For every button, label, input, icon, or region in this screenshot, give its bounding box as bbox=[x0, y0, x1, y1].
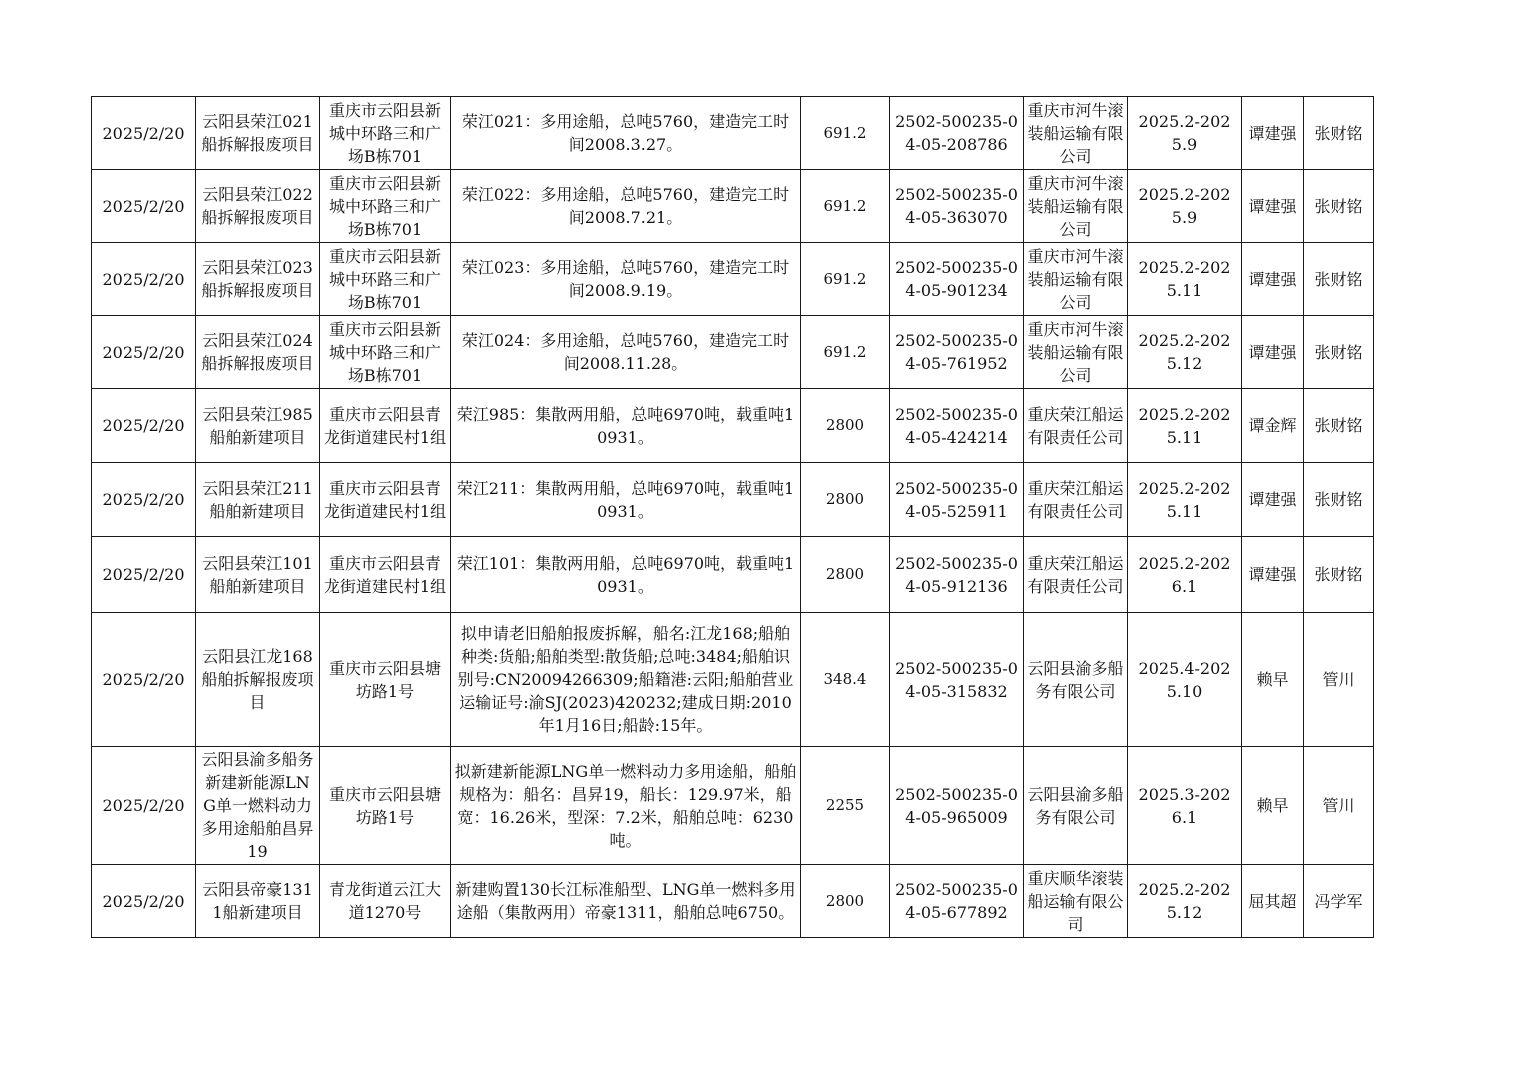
project-code-cell: 2502-500235-04-05-424214 bbox=[890, 389, 1024, 463]
person2-cell: 冯学军 bbox=[1304, 865, 1374, 938]
project-code-cell: 2502-500235-04-05-901234 bbox=[890, 243, 1024, 316]
person1-cell: 谭金辉 bbox=[1242, 389, 1304, 463]
description-cell: 荣江022：多用途船，总吨5760，建造完工时间2008.7.21。 bbox=[451, 170, 801, 243]
person1-cell: 谭建强 bbox=[1242, 170, 1304, 243]
table-row bbox=[92, 316, 1374, 389]
period-cell: 2025.2-2025.12 bbox=[1128, 316, 1242, 389]
period-cell: 2025.2-2025.11 bbox=[1128, 463, 1242, 537]
date-cell: 2025/2/20 bbox=[92, 865, 196, 938]
company-cell: 重庆荣江船运有限责任公司 bbox=[1024, 463, 1128, 537]
person1-cell: 谭建强 bbox=[1242, 316, 1304, 389]
project-code-cell: 2502-500235-04-05-315832 bbox=[890, 613, 1024, 747]
project-name-cell: 云阳县渝多船务新建新能源LNG单一燃料动力多用途船舶昌昇19 bbox=[196, 747, 320, 865]
company-cell: 重庆市河牛滚装船运输有限公司 bbox=[1024, 316, 1128, 389]
project-name-cell: 云阳县荣江024船拆解报废项目 bbox=[196, 316, 320, 389]
project-name-cell: 云阳县帝豪1311船新建项目 bbox=[196, 865, 320, 938]
table-row bbox=[92, 97, 1374, 170]
table-row bbox=[92, 389, 1374, 463]
period-cell: 2025.4-2025.10 bbox=[1128, 613, 1242, 747]
period-cell: 2025.2-2025.12 bbox=[1128, 865, 1242, 938]
amount-cell: 2800 bbox=[801, 537, 890, 613]
location-cell: 重庆市云阳县青龙街道建民村1组 bbox=[320, 389, 451, 463]
description-cell: 拟新建新能源LNG单一燃料动力多用途船，船舶规格为：船名：昌昇19，船长：129.97米，船宽：16.26米，型深：7.2米，船舶总吨：6230吨。 bbox=[451, 747, 801, 865]
location-cell: 重庆市云阳县青龙街道建民村1组 bbox=[320, 463, 451, 537]
location-cell: 重庆市云阳县青龙街道建民村1组 bbox=[320, 537, 451, 613]
person2-cell: 管川 bbox=[1304, 747, 1374, 865]
table-row bbox=[92, 747, 1374, 865]
date-cell: 2025/2/20 bbox=[92, 613, 196, 747]
location-cell: 重庆市云阳县塘坊路1号 bbox=[320, 613, 451, 747]
description-cell: 荣江023：多用途船，总吨5760，建造完工时间2008.9.19。 bbox=[451, 243, 801, 316]
person1-cell: 屈其超 bbox=[1242, 865, 1304, 938]
amount-cell: 691.2 bbox=[801, 170, 890, 243]
project-code-cell: 2502-500235-04-05-525911 bbox=[890, 463, 1024, 537]
person1-cell: 谭建强 bbox=[1242, 537, 1304, 613]
project-code-cell: 2502-500235-04-05-965009 bbox=[890, 747, 1024, 865]
person2-cell: 张财铭 bbox=[1304, 463, 1374, 537]
period-cell: 2025.2-2025.9 bbox=[1128, 97, 1242, 170]
project-table bbox=[91, 96, 1374, 938]
amount-cell: 2800 bbox=[801, 389, 890, 463]
table-row bbox=[92, 243, 1374, 316]
person1-cell: 赖早 bbox=[1242, 747, 1304, 865]
project-name-cell: 云阳县荣江101船舶新建项目 bbox=[196, 537, 320, 613]
amount-cell: 2800 bbox=[801, 865, 890, 938]
person2-cell: 张财铭 bbox=[1304, 316, 1374, 389]
location-cell: 重庆市云阳县新城中环路三和广场B栋701 bbox=[320, 243, 451, 316]
company-cell: 重庆市河牛滚装船运输有限公司 bbox=[1024, 97, 1128, 170]
project-name-cell: 云阳县荣江023船拆解报废项目 bbox=[196, 243, 320, 316]
company-cell: 云阳县渝多船务有限公司 bbox=[1024, 613, 1128, 747]
project-code-cell: 2502-500235-04-05-912136 bbox=[890, 537, 1024, 613]
amount-cell: 2255 bbox=[801, 747, 890, 865]
person2-cell: 张财铭 bbox=[1304, 170, 1374, 243]
project-code-cell: 2502-500235-04-05-363070 bbox=[890, 170, 1024, 243]
location-cell: 重庆市云阳县新城中环路三和广场B栋701 bbox=[320, 316, 451, 389]
table-row bbox=[92, 170, 1374, 243]
person2-cell: 张财铭 bbox=[1304, 243, 1374, 316]
date-cell: 2025/2/20 bbox=[92, 389, 196, 463]
period-cell: 2025.2-2026.1 bbox=[1128, 537, 1242, 613]
project-code-cell: 2502-500235-04-05-208786 bbox=[890, 97, 1024, 170]
person2-cell: 张财铭 bbox=[1304, 389, 1374, 463]
period-cell: 2025.2-2025.11 bbox=[1128, 389, 1242, 463]
amount-cell: 2800 bbox=[801, 463, 890, 537]
person2-cell: 张财铭 bbox=[1304, 537, 1374, 613]
company-cell: 重庆荣江船运有限责任公司 bbox=[1024, 389, 1128, 463]
table-row bbox=[92, 463, 1374, 537]
description-cell: 荣江021：多用途船，总吨5760，建造完工时间2008.3.27。 bbox=[451, 97, 801, 170]
date-cell: 2025/2/20 bbox=[92, 537, 196, 613]
period-cell: 2025.3-2026.1 bbox=[1128, 747, 1242, 865]
period-cell: 2025.2-2025.9 bbox=[1128, 170, 1242, 243]
project-name-cell: 云阳县江龙168船舶拆解报废项目 bbox=[196, 613, 320, 747]
location-cell: 重庆市云阳县新城中环路三和广场B栋701 bbox=[320, 97, 451, 170]
description-cell: 拟申请老旧船舶报废拆解，船名:江龙168;船舶种类:货船;船舶类型:散货船;总吨:3484;船舶识别号:CN20094266309;船籍港:云阳;船舶营业运输证号:渝SJ(2023)420232;建成日期:2010年1月16日;船龄:15年。 bbox=[451, 613, 801, 747]
amount-cell: 691.2 bbox=[801, 243, 890, 316]
project-code-cell: 2502-500235-04-05-761952 bbox=[890, 316, 1024, 389]
project-name-cell: 云阳县荣江211船舶新建项目 bbox=[196, 463, 320, 537]
date-cell: 2025/2/20 bbox=[92, 463, 196, 537]
table-row bbox=[92, 537, 1374, 613]
period-cell: 2025.2-2025.11 bbox=[1128, 243, 1242, 316]
project-name-cell: 云阳县荣江022船拆解报废项目 bbox=[196, 170, 320, 243]
table-row bbox=[92, 613, 1374, 747]
location-cell: 青龙街道云江大道1270号 bbox=[320, 865, 451, 938]
person2-cell: 张财铭 bbox=[1304, 97, 1374, 170]
description-cell: 荣江211：集散两用船，总吨6970吨，载重吨10931。 bbox=[451, 463, 801, 537]
description-cell: 荣江024：多用途船，总吨5760，建造完工时间2008.11.28。 bbox=[451, 316, 801, 389]
date-cell: 2025/2/20 bbox=[92, 170, 196, 243]
description-cell: 新建购置130长江标准船型、LNG单一燃料多用途船（集散两用）帝豪1311，船舶总吨6750。 bbox=[451, 865, 801, 938]
project-code-cell: 2502-500235-04-05-677892 bbox=[890, 865, 1024, 938]
company-cell: 重庆顺华滚装船运输有限公司 bbox=[1024, 865, 1128, 938]
person1-cell: 谭建强 bbox=[1242, 97, 1304, 170]
date-cell: 2025/2/20 bbox=[92, 97, 196, 170]
location-cell: 重庆市云阳县塘坊路1号 bbox=[320, 747, 451, 865]
amount-cell: 348.4 bbox=[801, 613, 890, 747]
amount-cell: 691.2 bbox=[801, 97, 890, 170]
date-cell: 2025/2/20 bbox=[92, 316, 196, 389]
company-cell: 重庆市河牛滚装船运输有限公司 bbox=[1024, 170, 1128, 243]
date-cell: 2025/2/20 bbox=[92, 747, 196, 865]
project-name-cell: 云阳县荣江021船拆解报废项目 bbox=[196, 97, 320, 170]
person2-cell: 管川 bbox=[1304, 613, 1374, 747]
person1-cell: 谭建强 bbox=[1242, 463, 1304, 537]
description-cell: 荣江985：集散两用船，总吨6970吨，载重吨10931。 bbox=[451, 389, 801, 463]
company-cell: 云阳县渝多船务有限公司 bbox=[1024, 747, 1128, 865]
description-cell: 荣江101：集散两用船，总吨6970吨，载重吨10931。 bbox=[451, 537, 801, 613]
project-name-cell: 云阳县荣江985船舶新建项目 bbox=[196, 389, 320, 463]
person1-cell: 赖早 bbox=[1242, 613, 1304, 747]
table-row bbox=[92, 865, 1374, 938]
person1-cell: 谭建强 bbox=[1242, 243, 1304, 316]
company-cell: 重庆荣江船运有限责任公司 bbox=[1024, 537, 1128, 613]
location-cell: 重庆市云阳县新城中环路三和广场B栋701 bbox=[320, 170, 451, 243]
company-cell: 重庆市河牛滚装船运输有限公司 bbox=[1024, 243, 1128, 316]
amount-cell: 691.2 bbox=[801, 316, 890, 389]
date-cell: 2025/2/20 bbox=[92, 243, 196, 316]
